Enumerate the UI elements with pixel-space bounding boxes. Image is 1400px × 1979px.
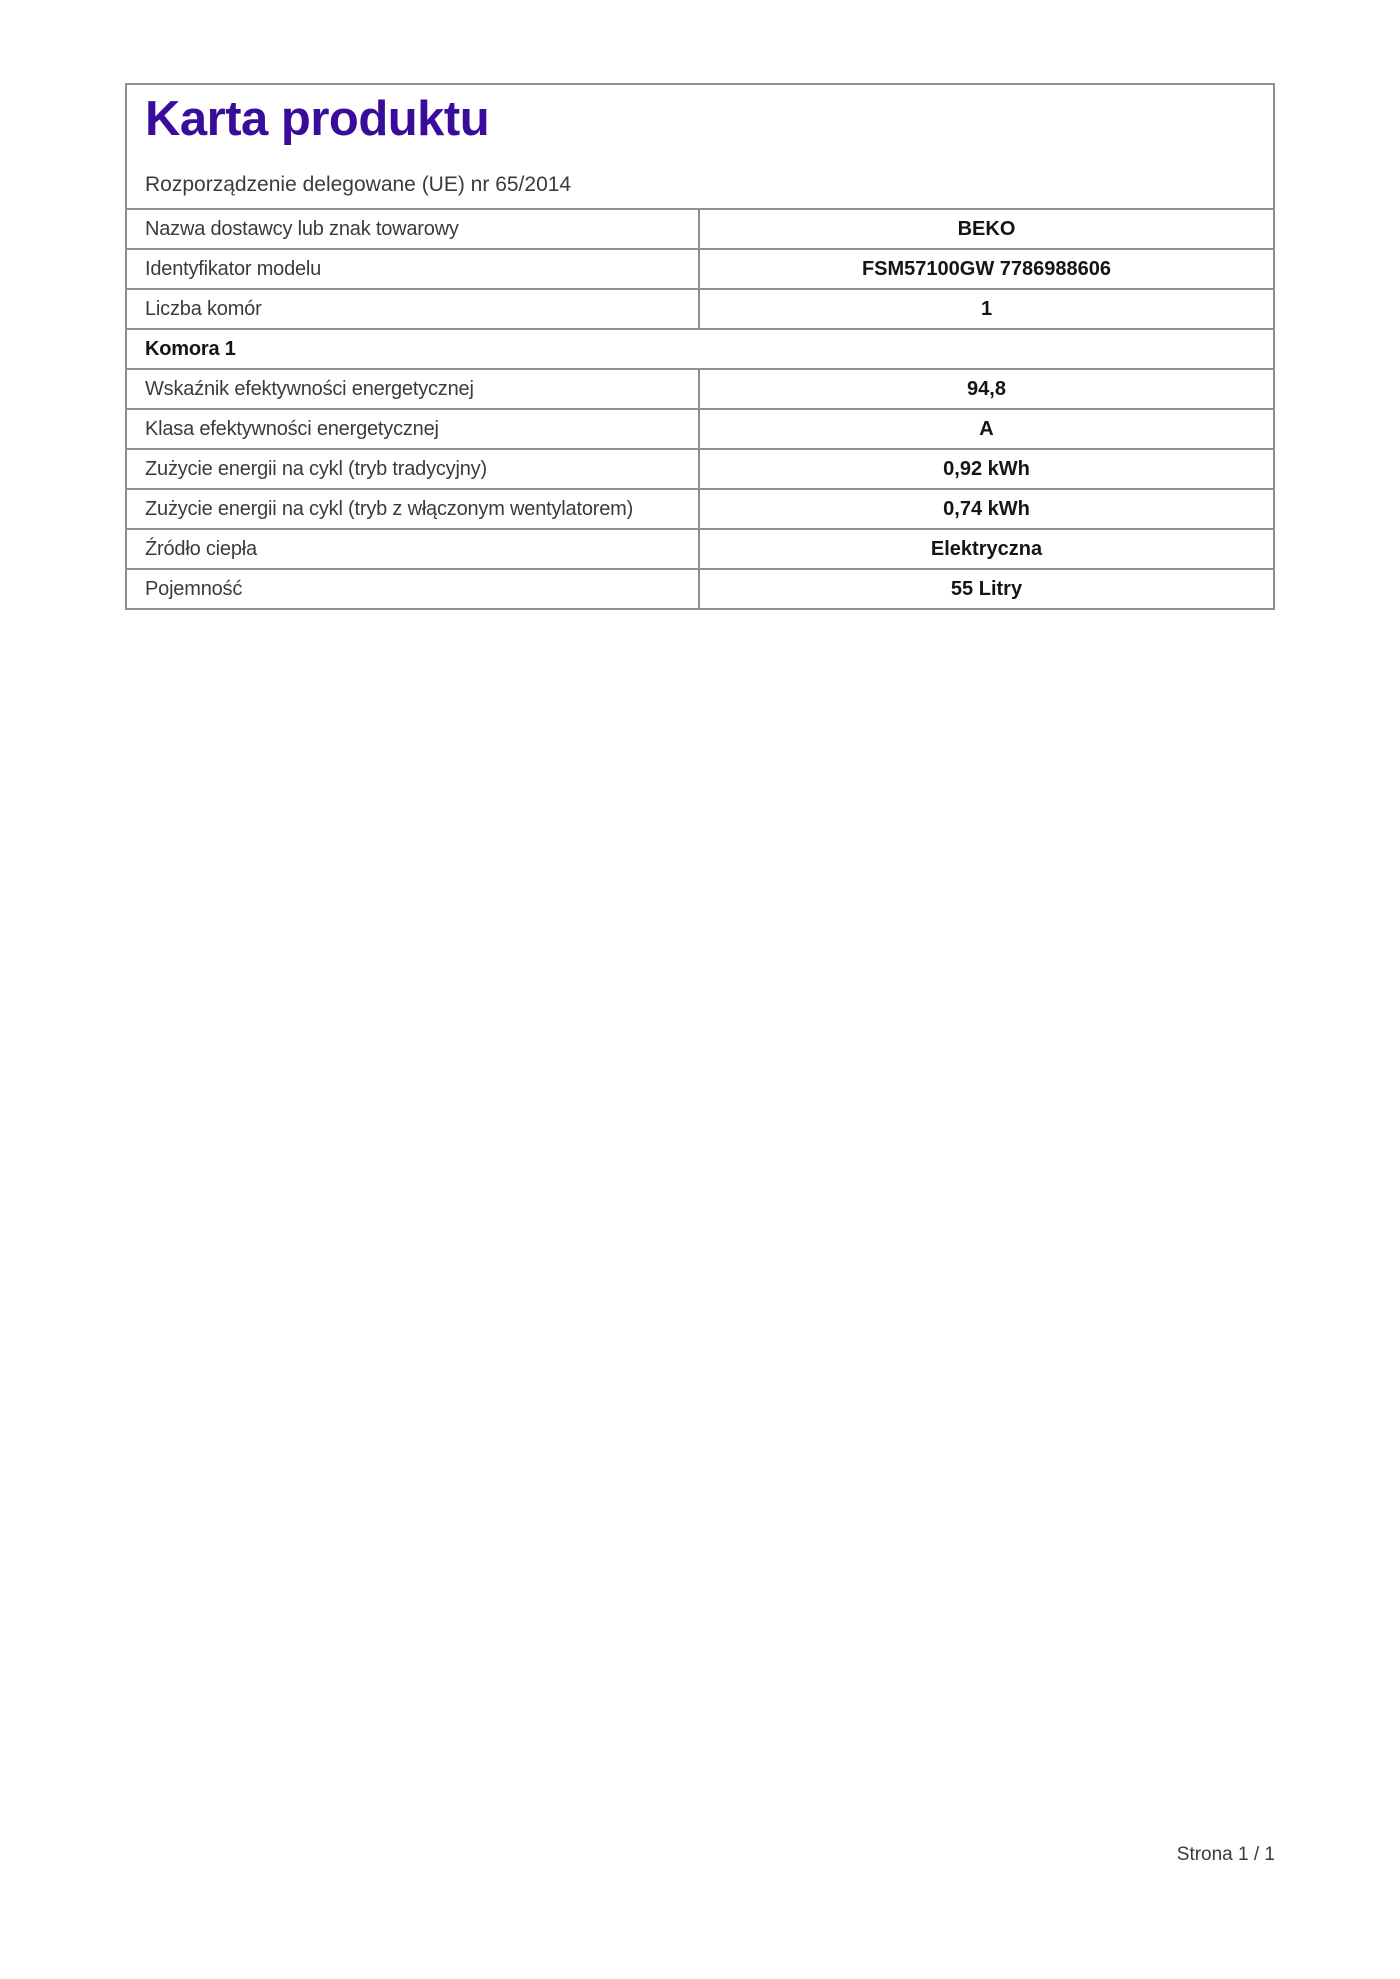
table-row — [127, 288, 1273, 328]
row-value: Elektryczna — [930, 537, 1043, 560]
table-row — [127, 568, 1273, 608]
row-value: A — [979, 417, 994, 440]
table-section-row — [127, 328, 1273, 368]
table-row — [127, 448, 1273, 488]
section-header-label: Komora 1 — [145, 337, 236, 360]
product-table — [127, 208, 1273, 608]
row-label: Liczba komór — [127, 290, 700, 328]
row-label: Zużycie energii na cykl (tryb tradycyjny) — [127, 450, 700, 488]
row-label: Pojemność — [127, 570, 700, 608]
table-row — [127, 208, 1273, 248]
row-label: Źródło ciepła — [127, 530, 700, 568]
row-value: FSM57100GW 7786988606 — [861, 257, 1112, 280]
table-row — [127, 368, 1273, 408]
page-number: Strona 1 / 1 — [1176, 1844, 1275, 1865]
row-value: 55 Litry — [950, 577, 1023, 600]
title-section — [127, 85, 1273, 208]
row-value: BEKO — [957, 217, 1016, 240]
row-label: Klasa efektywności energetycznej — [127, 410, 700, 448]
row-value: 0,74 kWh — [943, 497, 1030, 520]
row-value: 1 — [980, 297, 993, 320]
row-label: Nazwa dostawcy lub znak towarowy — [127, 210, 700, 248]
row-value: 94,8 — [967, 377, 1006, 400]
table-row — [127, 408, 1273, 448]
row-label: Identyfikator modelu — [127, 250, 700, 288]
table-row — [127, 248, 1273, 288]
row-label: Zużycie energii na cykl (tryb z włączonym wentylatorem) — [127, 490, 700, 528]
row-label: Wskaźnik efektywności energetycznej — [127, 370, 700, 408]
page-title: Karta produktu — [145, 92, 490, 146]
product-fiche-sheet — [125, 83, 1275, 610]
row-value: 0,92 kWh — [943, 457, 1030, 480]
table-row — [127, 488, 1273, 528]
page-subtitle: Rozporządzenie delegowane (UE) nr 65/2014 — [145, 173, 572, 196]
table-row — [127, 528, 1273, 568]
